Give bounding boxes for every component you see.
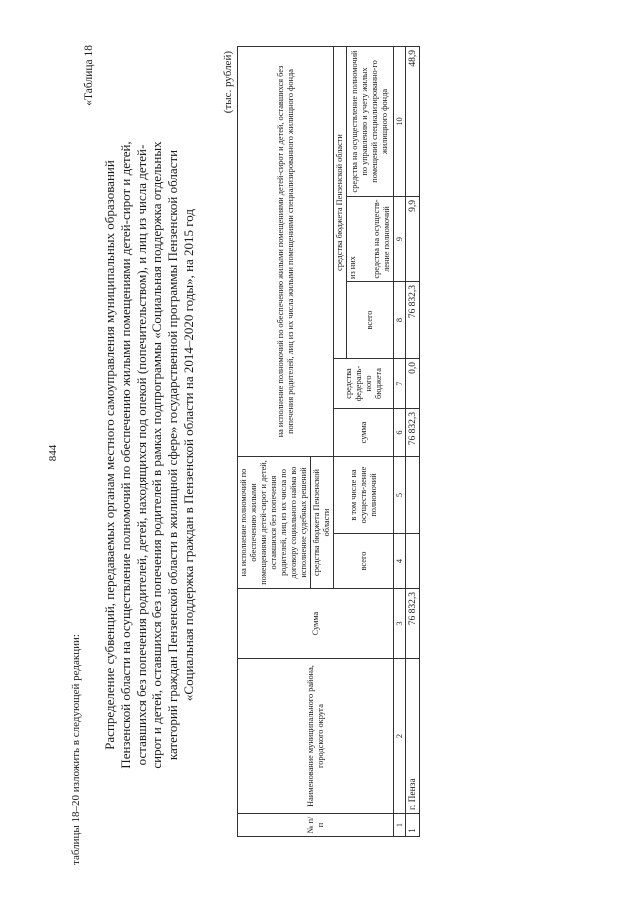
column-number: 8 (394, 282, 406, 359)
intro-text: таблицы 18–20 изложить в следующей редакции: (70, 634, 82, 865)
title-line: сирот и детей, оставшихся без попечения родителей в рамках подпрограммы «Социальная поддержка отдельных (149, 141, 165, 769)
column-number: 10 (394, 46, 406, 196)
subvention-table (237, 46, 420, 837)
header-col-b-total: всего (347, 282, 394, 359)
unit-label: (тыс. рублей) (222, 51, 234, 114)
table-reference: «Таблица 18 (83, 45, 95, 106)
column-number: 4 (394, 534, 406, 589)
table-row (406, 46, 420, 836)
header-group-b-regional: средства бюджета Пензенской области (334, 46, 347, 358)
row-b-total: 76 832,3 (406, 282, 420, 359)
header-group-b: на исполнение полномочий по обеспечению жилыми помещениями детей-сирот и детей, оставшихся без попечения родителей, лиц из их числа жилыми помещениями специализированного жилищного фонда (238, 46, 334, 456)
column-number: 6 (394, 409, 406, 457)
header-col-incl: в том числе на осуществ-ление полномочий (334, 457, 394, 534)
column-number: 3 (394, 589, 406, 659)
column-number: 5 (394, 457, 406, 534)
row-b-mgmt: 48,9 (406, 46, 420, 196)
row-a-total (406, 534, 420, 589)
header-of-which: из них (348, 256, 357, 279)
header-col-b-powers-label: средства на осуществ-ление полномочий (372, 199, 391, 279)
row-b-powers: 9,9 (406, 197, 420, 282)
column-number: 7 (394, 359, 406, 409)
title-line: оставшихся без попечения родителей, детей, находящихся под опекой (попечительством), и лиц из числа детей- (133, 144, 149, 766)
row-b-federal: 0,0 (406, 359, 420, 409)
header-num: № п/п (238, 814, 394, 837)
rotated-page-content (70, 45, 570, 865)
column-number-row (394, 46, 406, 836)
row-b-summa: 76 832,3 (406, 409, 420, 457)
header-col-b-mgmt: средства на осуществление полномочий по управлению и учету жилых помещений специализированно-го жилищного фонда (347, 46, 394, 196)
title-line: категорий граждан Пензенской области в жилищной сфере» государственной программы Пензенской области (165, 149, 181, 761)
title-line: Распределение субвенций, передаваемых органам местного самоуправления муниципальных образований (102, 160, 117, 750)
column-number: 2 (394, 659, 406, 814)
row-sum: 76 832,3 (406, 589, 420, 659)
column-number: 9 (394, 197, 406, 282)
header-group-a-sub: средства бюджета Пензенской области (311, 457, 334, 589)
column-number: 1 (394, 814, 406, 837)
title-line: Пензенской области на осуществление полномочий по обеспечению жилыми помещениями детей-сирот и детей, (117, 141, 133, 769)
header-group-a: на исполнение полномочий по обеспечению жилыми помещениями детей-сирот и детей, оставшихся без попечения родителей, лиц из их числа по договору социального найма во исполнение судебных решений (238, 457, 311, 589)
row-num: 1 (406, 814, 420, 837)
header-sum: Сумма (238, 589, 394, 659)
header-col-summa: сумма (334, 409, 394, 457)
header-name: Наименование муниципального района, городского округа (238, 659, 394, 814)
page-number: 844 (47, 444, 59, 462)
row-name: г. Пенза (406, 659, 420, 814)
header-col-federal: средства федераль-ного бюджета (334, 359, 394, 409)
header-col-b-powers (347, 197, 394, 282)
table-title (102, 45, 197, 865)
header-col-total: всего (334, 534, 394, 589)
row-a-incl (406, 457, 420, 534)
title-line: «Социальная поддержка граждан в Пензенской области на 2014–2020 годы», на 2015 год (180, 208, 196, 702)
